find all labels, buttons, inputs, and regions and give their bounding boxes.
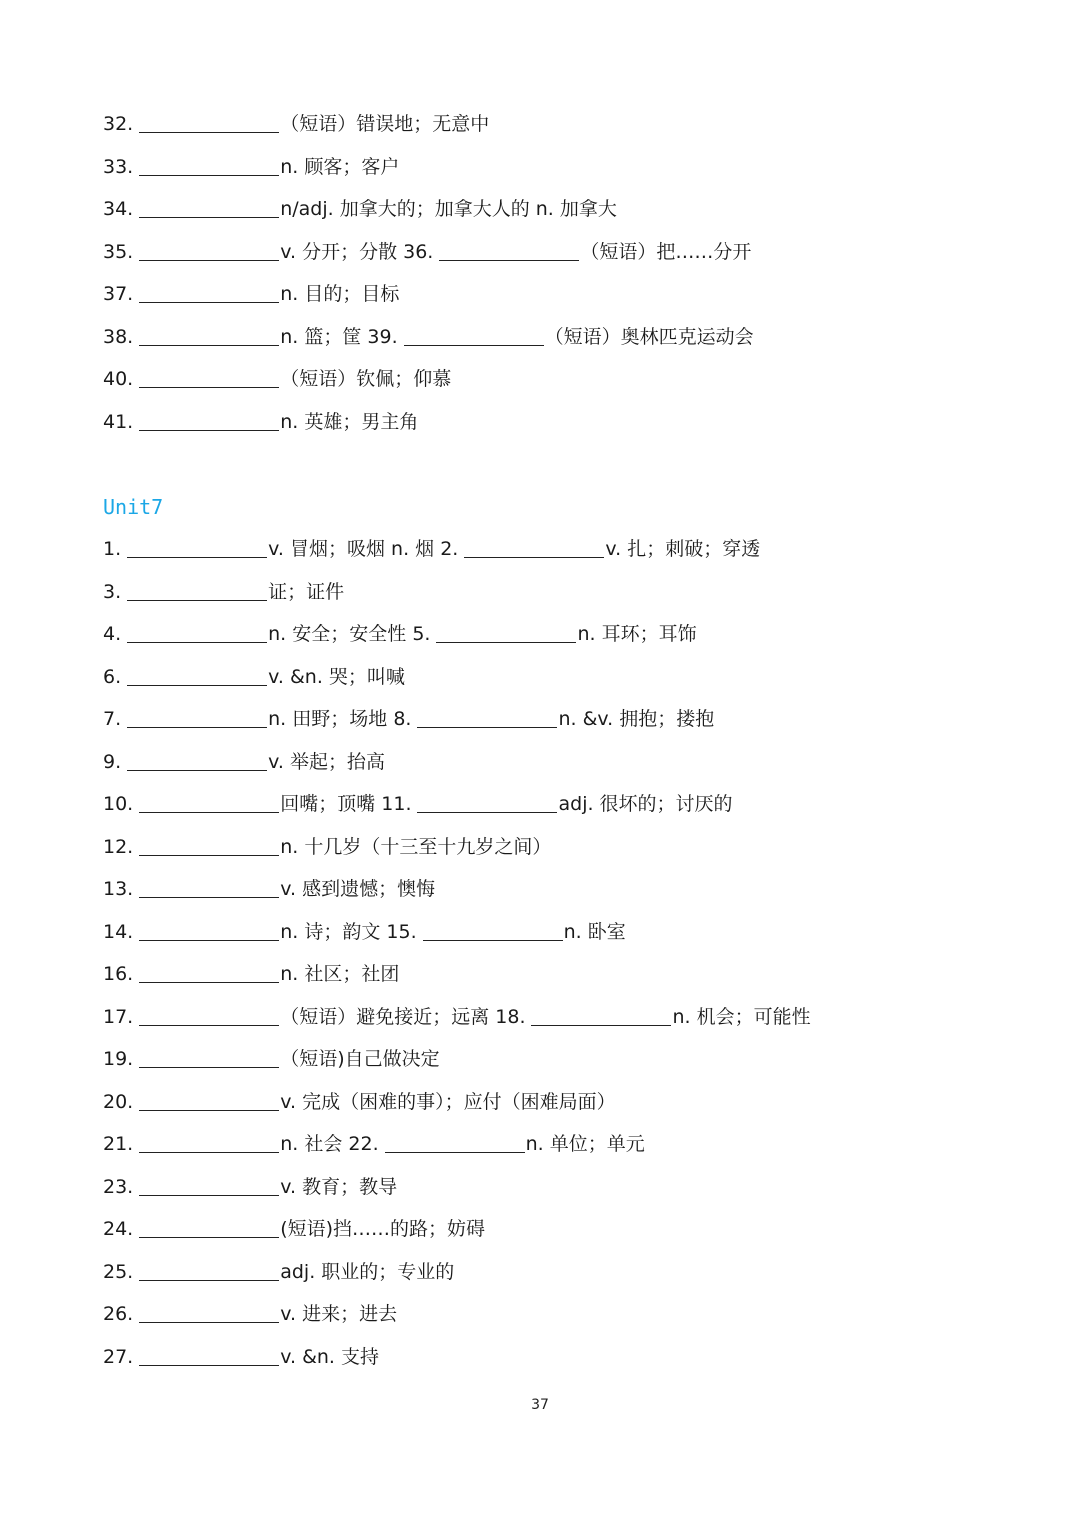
answer-blank[interactable] — [127, 556, 267, 558]
item-number: 10. — [103, 793, 134, 815]
answer-blank[interactable] — [127, 599, 267, 601]
answer-blank[interactable] — [139, 1279, 279, 1281]
item-definition: n. 英雄；男主角 — [280, 410, 419, 433]
item-definition: n. 诗；韵文 — [280, 920, 387, 943]
answer-blank[interactable] — [139, 301, 279, 303]
answer-blank[interactable] — [127, 641, 267, 643]
answer-blank[interactable] — [139, 1236, 279, 1238]
vocab-line — [103, 656, 1003, 699]
item-definition: n/adj. 加拿大的；加拿大人的 n. 加拿大 — [280, 198, 617, 220]
item-definition: （短语）钦佩；仰慕 — [280, 368, 452, 390]
item-definition: v. 感到遗憾；懊悔 — [280, 878, 436, 900]
answer-blank[interactable] — [417, 811, 557, 813]
vocab-line — [103, 1251, 1003, 1294]
item-definition: n. 卧室 — [563, 920, 626, 943]
item-definition: v. &n. 支持 — [280, 1345, 380, 1368]
answer-blank[interactable] — [464, 556, 604, 558]
answer-blank[interactable] — [139, 981, 279, 983]
vocab-line — [103, 231, 1003, 274]
answer-blank[interactable] — [139, 386, 279, 388]
item-number: 17. — [103, 1005, 134, 1028]
item-number: 19. — [103, 1048, 134, 1070]
item-number: 37. — [103, 283, 134, 305]
item-number: 11. — [381, 793, 412, 815]
answer-blank[interactable] — [139, 1151, 279, 1153]
answer-blank[interactable] — [417, 726, 557, 728]
answer-blank[interactable] — [139, 939, 279, 941]
item-definition: (短语)挡……的路；妨碍 — [280, 1218, 486, 1240]
item-number: 34. — [103, 198, 134, 220]
vocab-line — [103, 1123, 1003, 1166]
item-definition: adj. 很坏的；讨厌的 — [558, 793, 733, 815]
vocab-line — [103, 613, 1003, 656]
vocab-line — [103, 996, 1003, 1039]
vocab-line — [103, 1166, 1003, 1209]
item-definition: n. 单位；单元 — [525, 1133, 645, 1155]
item-definition: n. &v. 拥抱；搂抱 — [558, 708, 715, 730]
item-number: 14. — [103, 920, 134, 943]
item-number: 26. — [103, 1303, 134, 1325]
answer-blank[interactable] — [139, 896, 279, 898]
item-number: 3. — [103, 580, 122, 603]
answer-blank[interactable] — [139, 811, 279, 813]
item-definition: 回嘴；顶嘴 — [280, 793, 382, 815]
page-number: 37 — [531, 1397, 549, 1413]
item-number: 35. — [103, 240, 134, 263]
item-definition: v. 教育；教导 — [280, 1175, 398, 1198]
vocab-line — [103, 358, 1003, 401]
item-number: 23. — [103, 1175, 134, 1198]
item-definition: n. 社区；社团 — [280, 963, 400, 985]
answer-blank[interactable] — [139, 259, 279, 261]
item-number: 7. — [103, 708, 122, 730]
vocab-line — [103, 1293, 1003, 1336]
vocab-line — [103, 571, 1003, 614]
vocab-line — [103, 911, 1003, 954]
item-number: 39. — [367, 325, 398, 348]
item-number: 2. — [440, 538, 459, 560]
item-definition: （短语）错误地；无意中 — [280, 113, 490, 135]
answer-blank[interactable] — [139, 429, 279, 431]
answer-blank[interactable] — [139, 344, 279, 346]
item-number: 4. — [103, 623, 122, 645]
item-definition: n. 十几岁（十三至十九岁之间） — [280, 835, 552, 858]
item-number: 22. — [348, 1133, 379, 1155]
vocab-line — [103, 401, 1003, 444]
answer-blank[interactable] — [139, 1024, 279, 1026]
item-definition: v. 分开；分散 — [280, 240, 404, 263]
item-definition: n. 顾客；客户 — [280, 155, 400, 178]
item-definition: 证；证件 — [268, 580, 345, 603]
item-number: 1. — [103, 538, 122, 560]
item-number: 41. — [103, 410, 134, 433]
answer-blank[interactable] — [531, 1024, 671, 1026]
item-number: 21. — [103, 1133, 134, 1155]
item-number: 27. — [103, 1345, 134, 1368]
answer-blank[interactable] — [139, 1194, 279, 1196]
item-definition: n. 社会 — [280, 1133, 349, 1155]
vocab-line — [103, 146, 1003, 189]
item-number: 33. — [103, 155, 134, 178]
vocab-line — [103, 528, 1003, 571]
answer-blank[interactable] — [423, 939, 563, 941]
item-number: 32. — [103, 113, 134, 135]
item-number: 25. — [103, 1260, 134, 1283]
item-definition: n. 田野；场地 — [268, 708, 394, 730]
answer-blank[interactable] — [439, 259, 579, 261]
vocab-line — [103, 188, 1003, 231]
item-number: 36. — [403, 240, 434, 263]
item-definition: v. 举起；抬高 — [268, 750, 385, 773]
item-number: 6. — [103, 665, 122, 688]
answer-blank[interactable] — [139, 131, 279, 133]
answer-blank[interactable] — [139, 174, 279, 176]
answer-blank[interactable] — [127, 726, 267, 728]
vocab-line — [103, 273, 1003, 316]
answer-blank[interactable] — [127, 769, 267, 771]
item-definition: v. 冒烟；吸烟 n. 烟 — [268, 538, 441, 560]
item-number: 16. — [103, 963, 134, 985]
answer-blank[interactable] — [127, 684, 267, 686]
item-definition: adj. 职业的；专业的 — [280, 1260, 455, 1283]
vocabulary-list-previous-unit — [103, 103, 1003, 443]
answer-blank[interactable] — [139, 1321, 279, 1323]
answer-blank[interactable] — [139, 216, 279, 218]
item-number: 15. — [386, 920, 417, 943]
vocab-line — [103, 698, 1003, 741]
answer-blank[interactable] — [139, 1066, 279, 1068]
item-number: 40. — [103, 368, 134, 390]
item-definition: v. 扎；刺破；穿透 — [605, 538, 761, 560]
answer-blank[interactable] — [139, 1109, 279, 1111]
item-definition: n. 耳环；耳饰 — [577, 623, 697, 645]
item-number: 12. — [103, 835, 134, 858]
answer-blank[interactable] — [436, 641, 576, 643]
item-number: 18. — [495, 1005, 526, 1028]
item-number: 13. — [103, 878, 134, 900]
item-definition: （短语）把……分开 — [580, 240, 752, 263]
answer-blank[interactable] — [139, 854, 279, 856]
vocab-line — [103, 826, 1003, 869]
item-number: 8. — [393, 708, 412, 730]
vocabulary-list-unit7 — [103, 528, 1003, 1378]
vocab-line — [103, 1208, 1003, 1251]
vocab-line — [103, 1336, 1003, 1379]
vocab-line — [103, 103, 1003, 146]
item-number: 5. — [412, 623, 431, 645]
answer-blank[interactable] — [385, 1151, 525, 1153]
item-number: 20. — [103, 1090, 134, 1113]
vocab-line — [103, 741, 1003, 784]
item-number: 38. — [103, 325, 134, 348]
item-definition: n. 机会；可能性 — [672, 1005, 811, 1028]
vocab-line — [103, 953, 1003, 996]
item-number: 24. — [103, 1218, 134, 1240]
item-definition: v. 完成（困难的事）；应付（困难局面） — [280, 1090, 616, 1113]
item-definition: （短语）奥林匹克运动会 — [544, 325, 754, 348]
vocab-line — [103, 868, 1003, 911]
item-definition: n. 安全；安全性 — [268, 623, 413, 645]
item-definition: n. 目的；目标 — [280, 283, 400, 305]
vocab-line — [103, 1081, 1003, 1124]
vocab-line — [103, 783, 1003, 826]
answer-blank[interactable] — [404, 344, 544, 346]
item-definition: （短语）避免接近；远离 — [280, 1005, 496, 1028]
item-definition: n. 篮；筐 — [280, 325, 368, 348]
answer-blank[interactable] — [139, 1364, 279, 1366]
item-definition: （短语)自己做决定 — [280, 1048, 440, 1070]
unit-heading: Unit7 — [103, 495, 164, 519]
vocab-line — [103, 1038, 1003, 1081]
item-number: 9. — [103, 750, 122, 773]
vocab-line — [103, 316, 1003, 359]
item-definition: v. &n. 哭；叫喊 — [268, 665, 405, 688]
item-definition: v. 进来；进去 — [280, 1303, 398, 1325]
